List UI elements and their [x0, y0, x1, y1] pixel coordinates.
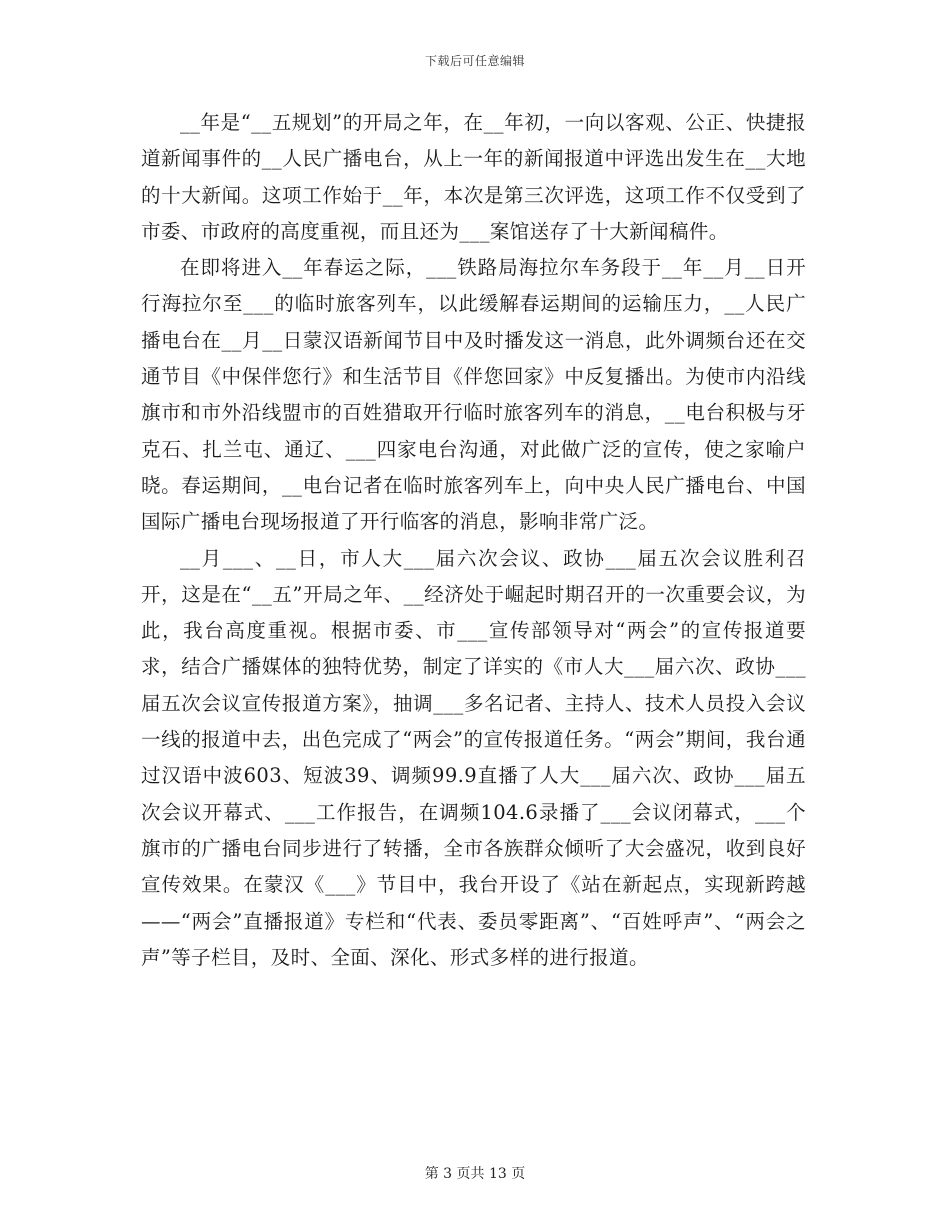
document-body: [141, 105, 806, 976]
page-number-label: 第 3 页共 13 页: [424, 1166, 526, 1182]
paragraph-2: 在即将进入__年春运之际，___铁路局海拉尔车务段于__年__月__日开行海拉尔至___的临时旅客列车，以此缓解春运期间的运输压力，__人民广播电台在__月__日蒙汉语新闻节目中及时播发这一消息，此外调频台还在交通节目《中保伴您行》和生活节目《伴您回家》中反复播出。为使市内沿线旗市和市外沿线盟市的百姓猎取开行临时旅客列车的消息，__电台积极与牙克石、扎兰屯、通辽、___四家电台沟通，对此做广泛的宣传，使之家喻户晓。春运期间，__电台记者在临时旅客列车上，向中央人民广播电台、中国国际广播电台现场报道了开行临客的消息，影响非常广泛。: [141, 256, 806, 534]
paragraph-3: __月___、__日，市人大___届六次会议、政协___届五次会议胜利召开，这是在“__五”开局之年、__经济处于崛起时期召开的一次重要会议，为此，我台高度重视。根据市委、市___宣传部领导对“两会”的宣传报道要求，结合广播媒体的独特优势，制定了详实的《市人大___届六次、政协___届五次会议宣传报道方案》，抽调___多名记者、主持人、技术人员投入会议一线的报道中去，出色完成了“两会”的宣传报道任务。“两会”期间，我台通过汉语中波603、短波39、调频99.9直播了人大___届六次、政协___届五次会议开幕式、___工作报告，在调频104.6录播了___会议闭幕式，___个旗市的广播电台同步进行了转播，全市各族群众倾听了大会盛况，收到良好宣传效果。在蒙汉《___》节目中，我台开设了《站在新起点，实现新跨越——“两会”直播报道》专栏和“代表、委员零距离”、“百姓呼声”、“两会之声”等子栏目，及时、全面、深化、形式多样的进行报道。: [141, 546, 806, 969]
page-footer: [0, 1163, 950, 1183]
paragraph-1: __年是“__五规划”的开局之年，在__年初，一向以客观、公正、快捷报道新闻事件的__人民广播电台，从上一年的新闻报道中评选出发生在__大地的十大新闻。这项工作始于__年，本次是第三次评选，这项工作不仅受到了市委、市政府的高度重视，而且还为___案馆送存了十大新闻稿件。: [141, 111, 806, 243]
page-header-note: 下载后可任意编辑: [424, 54, 525, 68]
